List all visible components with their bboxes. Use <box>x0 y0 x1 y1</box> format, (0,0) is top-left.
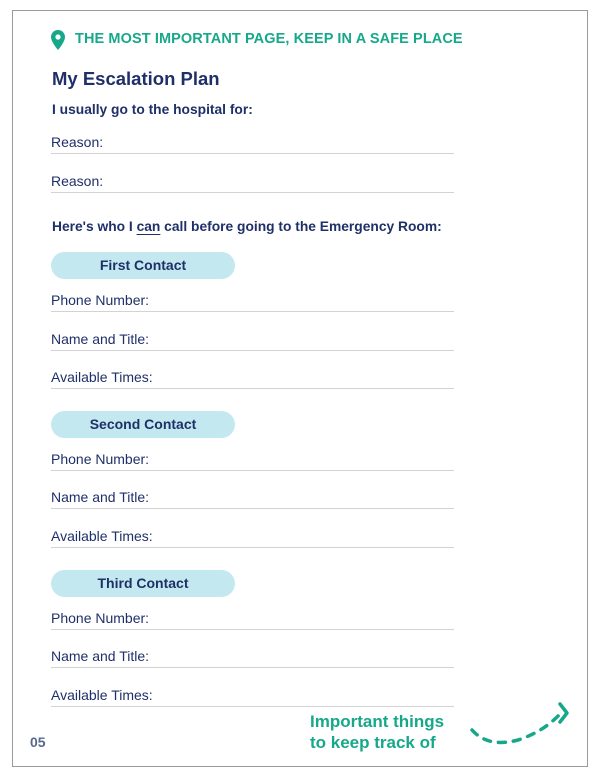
prompt-text: call before going to the Emergency Room: <box>160 219 442 234</box>
field-label: Reason: <box>51 173 104 189</box>
page-number: 05 <box>30 734 46 750</box>
field-label: Available Times: <box>51 369 153 385</box>
dashed-arrow-icon <box>468 700 573 750</box>
field-label: Phone Number: <box>51 292 150 308</box>
first-phone-field[interactable] <box>51 292 454 312</box>
first-contact-heading: First Contact <box>51 252 235 279</box>
field-label: Available Times: <box>51 687 153 703</box>
field-label: Name and Title: <box>51 489 150 505</box>
footer-line-1: Important things <box>310 712 445 731</box>
field-label: Phone Number: <box>51 451 150 467</box>
field-label: Name and Title: <box>51 331 150 347</box>
footer-note <box>310 711 444 753</box>
second-name-field[interactable] <box>51 489 454 509</box>
second-contact-heading: Second Contact <box>51 411 235 438</box>
page-title: My Escalation Plan <box>52 68 220 89</box>
prompt-emphasis: can <box>136 219 161 234</box>
third-contact-heading: Third Contact <box>51 570 235 597</box>
third-times-field[interactable] <box>51 687 454 707</box>
header-notice: THE MOST IMPORTANT PAGE, KEEP IN A SAFE PLACE <box>75 31 463 47</box>
third-name-field[interactable] <box>51 648 454 668</box>
first-name-field[interactable] <box>51 331 454 351</box>
contacts-prompt <box>52 219 442 234</box>
reason-field-1[interactable] <box>51 134 454 154</box>
first-times-field[interactable] <box>51 369 454 389</box>
prompt-text: Here's who I <box>52 219 137 234</box>
third-phone-field[interactable] <box>51 610 454 630</box>
hospital-prompt: I usually go to the hospital for: <box>52 102 253 117</box>
field-label: Available Times: <box>51 528 153 544</box>
second-times-field[interactable] <box>51 528 454 548</box>
location-pin-icon <box>51 30 65 50</box>
field-label: Name and Title: <box>51 648 150 664</box>
second-phone-field[interactable] <box>51 451 454 471</box>
field-label: Reason: <box>51 134 104 150</box>
field-label: Phone Number: <box>51 610 150 626</box>
footer-line-2: to keep track of <box>310 733 436 752</box>
reason-field-2[interactable] <box>51 173 454 193</box>
